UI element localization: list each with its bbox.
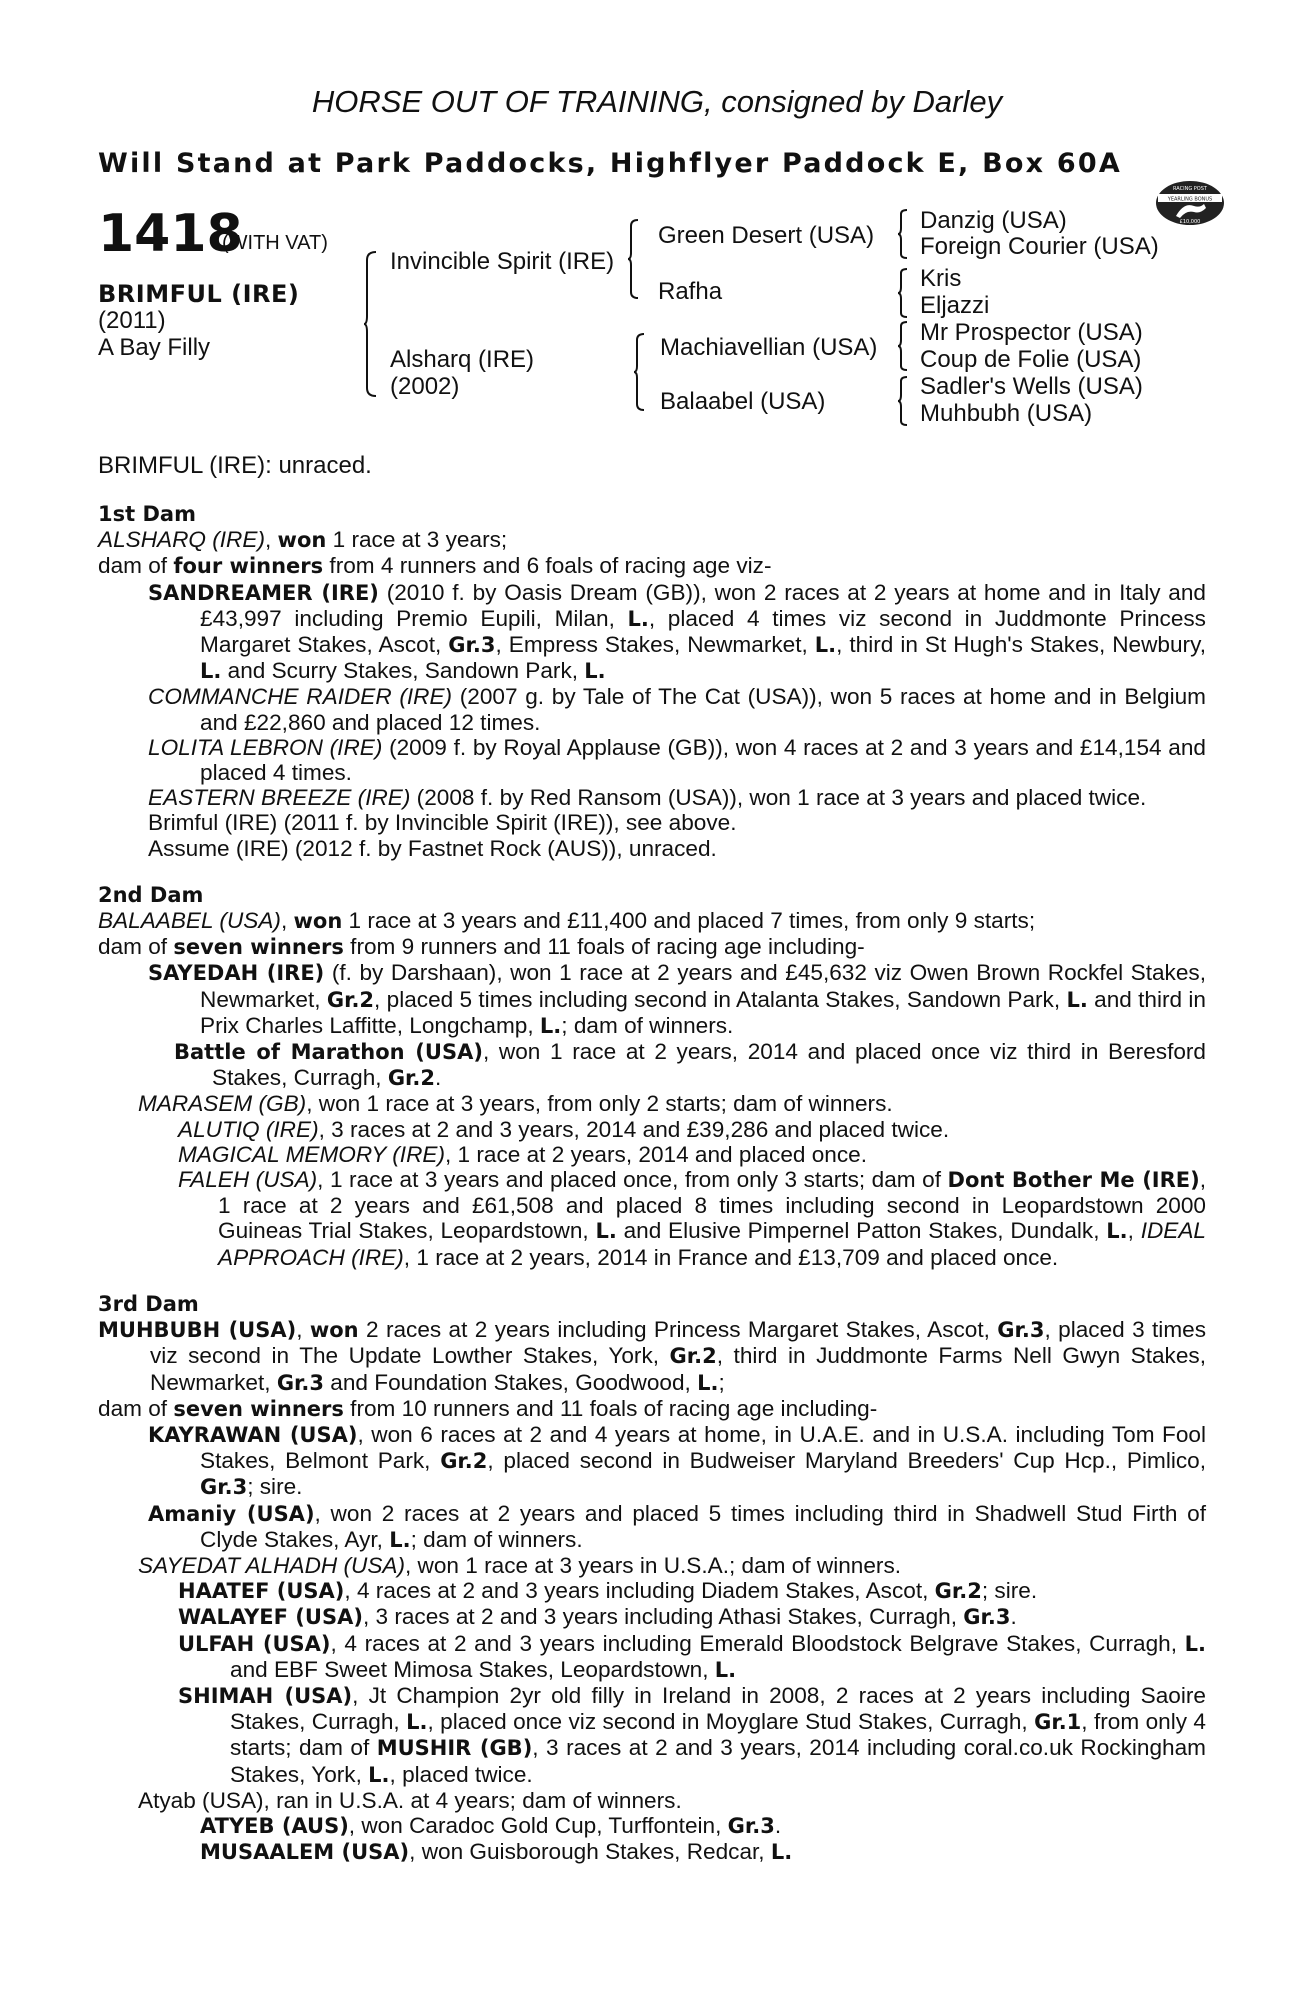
vat-note: (WITH VAT) [222, 232, 328, 254]
produce-entry: FALEH (USA), 1 race at 3 years and placed once, from only 3 starts; dam of Dont Bother Me (IRE), 1 race at 2 years and £61,508 and placed 8 times including second in Leopardstown 2000 Guineas Trial Stakes, Leopardstown, L. and Elusive Pimpernel Patton Stakes, Dundalk, L., IDEAL APPROACH (IRE), 1 race at 2 years, 2014 in France and £13,709 and placed once. [178, 1167, 1206, 1270]
produce-entry: ULFAH (USA), 4 races at 2 and 3 years including Emerald Bloodstock Belgrave Stakes, Curragh, L. and EBF Sweet Mimosa Stakes, Leopardstown, L. [178, 1630, 1206, 1682]
produce-entry: SANDREAMER (IRE) (2010 f. by Oasis Dream (GB)), won 2 races at 2 years at home and in Italy and £43,997 including Premio Eupili, Milan, L., placed 4 times viz second in Juddmonte Princess Margaret Stakes, Ascot, Gr.3, Empress Stakes, Newmarket, L., third in St Hugh's Stakes, Newbury, L. and Scurry Stakes, Sandown Park, L. [148, 579, 1206, 684]
ds-sire: Mr Prospector (USA) [920, 319, 1143, 346]
dam2-line: BALAABEL (USA), won 1 race at 3 years and £11,400 and placed 7 times, from only 9 starts; [98, 908, 1036, 934]
dam-line [98, 502, 1206, 1865]
dam3-produce-summary: dam of seven winners from 10 runners and 11 foals of racing age including- [98, 1395, 878, 1421]
section-heading-3rd-dam: 3rd Dam [98, 1291, 199, 1316]
dam1-line: ALSHARQ (IRE), won 1 race at 3 years; [98, 527, 508, 553]
ss-dam: Foreign Courier (USA) [920, 233, 1159, 260]
dam: Alsharq (IRE) [390, 346, 535, 373]
ds-dam: Coup de Folie (USA) [920, 346, 1142, 373]
page-title: HORSE OUT OF TRAINING, consigned by Darley [311, 84, 1003, 119]
stand-location: Will Stand at Park Paddocks, Highflyer Paddock E, Box 60A [98, 148, 1122, 179]
produce-entry: MARASEM (GB), won 1 race at 3 years, from only 2 starts; dam of winners. [138, 1091, 893, 1117]
lot-number: 1418 [98, 204, 243, 264]
badge-amount-text: £10,000 [1179, 219, 1201, 225]
dam1-produce-summary: dam of four winners from 4 runners and 6 foals of racing age viz- [98, 553, 772, 579]
produce-entry: EASTERN BREEZE (IRE) (2008 f. by Red Ransom (USA)), won 1 race at 3 years and placed twice. [148, 785, 1147, 811]
produce-entry: Brimful (IRE) (2011 f. by Invincible Spirit (IRE)), see above. [148, 810, 737, 836]
race-record: BRIMFUL (IRE): unraced. [98, 452, 372, 479]
dd-dam: Muhbubh (USA) [920, 400, 1093, 427]
pedigree-bracket-dam [634, 332, 646, 412]
badge-top-text: RACING POST [1173, 186, 1207, 192]
produce-entry: ATYEB (AUS), won Caradoc Gold Cup, Turffontein, Gr.3. [200, 1812, 782, 1838]
produce-entry: Assume (IRE) (2012 f. by Fastnet Rock (AUS)), unraced. [148, 835, 717, 861]
dam2-produce-summary: dam of seven winners from 9 runners and 11 foals of racing age including- [98, 934, 865, 960]
dam3-line: MUHBUBH (USA), won 2 races at 2 years including Princess Margaret Stakes, Ascot, Gr.3, placed 3 times viz second in The Update Lowther Stakes, York, Gr.2, third in Juddmonte Farms Nell Gwyn Stakes, Newmarket, Gr.3 and Foundation Stakes, Goodwood, L.; [98, 1317, 1207, 1395]
section-heading-2nd-dam: 2nd Dam [98, 882, 204, 907]
produce-entry: Battle of Marathon (USA), won 1 race at 2 years, 2014 and placed once viz third in Beresford Stakes, Curragh, Gr.2. [174, 1039, 1206, 1091]
horse-description: A Bay Filly [98, 334, 211, 361]
produce-entry: SAYEDAT ALHADH (USA), won 1 race at 3 years in U.S.A.; dam of winners. [138, 1552, 902, 1578]
dam-sire: Machiavellian (USA) [660, 334, 878, 361]
sd-sire: Kris [920, 265, 962, 292]
pedigree-bracket-main [364, 250, 378, 398]
produce-entry: Atyab (USA), ran in U.S.A. at 4 years; dam of winners. [138, 1787, 682, 1813]
dd-sire: Sadler's Wells (USA) [920, 373, 1143, 400]
pedigree-bracket-sire [628, 218, 640, 300]
sire: Invincible Spirit (IRE) [390, 248, 615, 275]
produce-entry: LOLITA LEBRON (IRE) (2009 f. by Royal Applause (GB)), won 4 races at 2 and 3 years and £14,154 and placed 4 times. [148, 734, 1206, 786]
produce-entry: COMMANCHE RAIDER (IRE) (2007 g. by Tale of The Cat (USA)), won 5 races at home and in Belgium and £22,860 and placed 12 times. [148, 684, 1206, 735]
section-heading-1st-dam: 1st Dam [98, 502, 196, 526]
pedigree-bracket-ss [898, 208, 908, 260]
sd-dam: Eljazzi [920, 292, 990, 319]
pedigree-bracket-ds [898, 320, 908, 372]
dam-year: (2002) [390, 373, 460, 400]
produce-entry: ALUTIQ (IRE), 3 races at 2 and 3 years, 2014 and £39,286 and placed twice. [178, 1116, 950, 1142]
produce-entry: SHIMAH (USA), Jt Champion 2yr old filly in Ireland in 2008, 2 races at 2 years including Saoire Stakes, Curragh, L., placed once viz second in Moyglare Stud Stakes, Curragh, Gr.1, from only 4 starts; dam of MUSHIR (GB), 3 races at 2 and 3 years, 2014 including coral.co.uk Rockingham Stakes, York, L., placed twice. [178, 1682, 1207, 1787]
pedigree-bracket-sd [898, 267, 908, 319]
yearling-bonus-badge [1154, 178, 1226, 228]
sire-dam: Rafha [658, 278, 723, 305]
produce-entry: WALAYEF (USA), 3 races at 2 and 3 years including Athasi Stakes, Curragh, Gr.3. [178, 1604, 1017, 1630]
produce-entry: Amaniy (USA), won 2 races at 2 years and placed 5 times including third in Shadwell Stud Firth of Clyde Stakes, Ayr, L.; dam of winners. [148, 1500, 1207, 1552]
horse-year: (2011) [98, 307, 166, 334]
pedigree-bracket-dd [898, 375, 908, 427]
produce-entry: SAYEDAH (IRE) (f. by Darshaan), won 1 race at 2 years and £45,632 viz Owen Brown Rockfel Stakes, Newmarket, Gr.2, placed 5 times including second in Atalanta Stakes, Sandown Park, L. and third in Prix Charles Laffitte, Longchamp, L.; dam of winners. [148, 960, 1206, 1038]
sire-sire: Green Desert (USA) [658, 222, 875, 249]
produce-entry: MAGICAL MEMORY (IRE), 1 race at 2 years, 2014 and placed once. [178, 1141, 868, 1167]
horse-name: BRIMFUL (IRE) [98, 280, 300, 308]
produce-entry: HAATEF (USA), 4 races at 2 and 3 years including Diadem Stakes, Ascot, Gr.2; sire. [178, 1578, 1038, 1604]
badge-mid-text: YEARLING BONUS [1167, 196, 1213, 203]
dam-dam: Balaabel (USA) [660, 388, 826, 415]
ss-sire: Danzig (USA) [920, 207, 1067, 234]
produce-entry: KAYRAWAN (USA), won 6 races at 2 and 4 years at home, in U.A.E. and in U.S.A. including Tom Fool Stakes, Belmont Park, Gr.2, placed second in Budweiser Maryland Breeders' Cup Hcp., Pimlico, Gr.3; sire. [148, 1421, 1206, 1500]
produce-entry: MUSAALEM (USA), won Guisborough Stakes, Redcar, L. [200, 1839, 793, 1865]
